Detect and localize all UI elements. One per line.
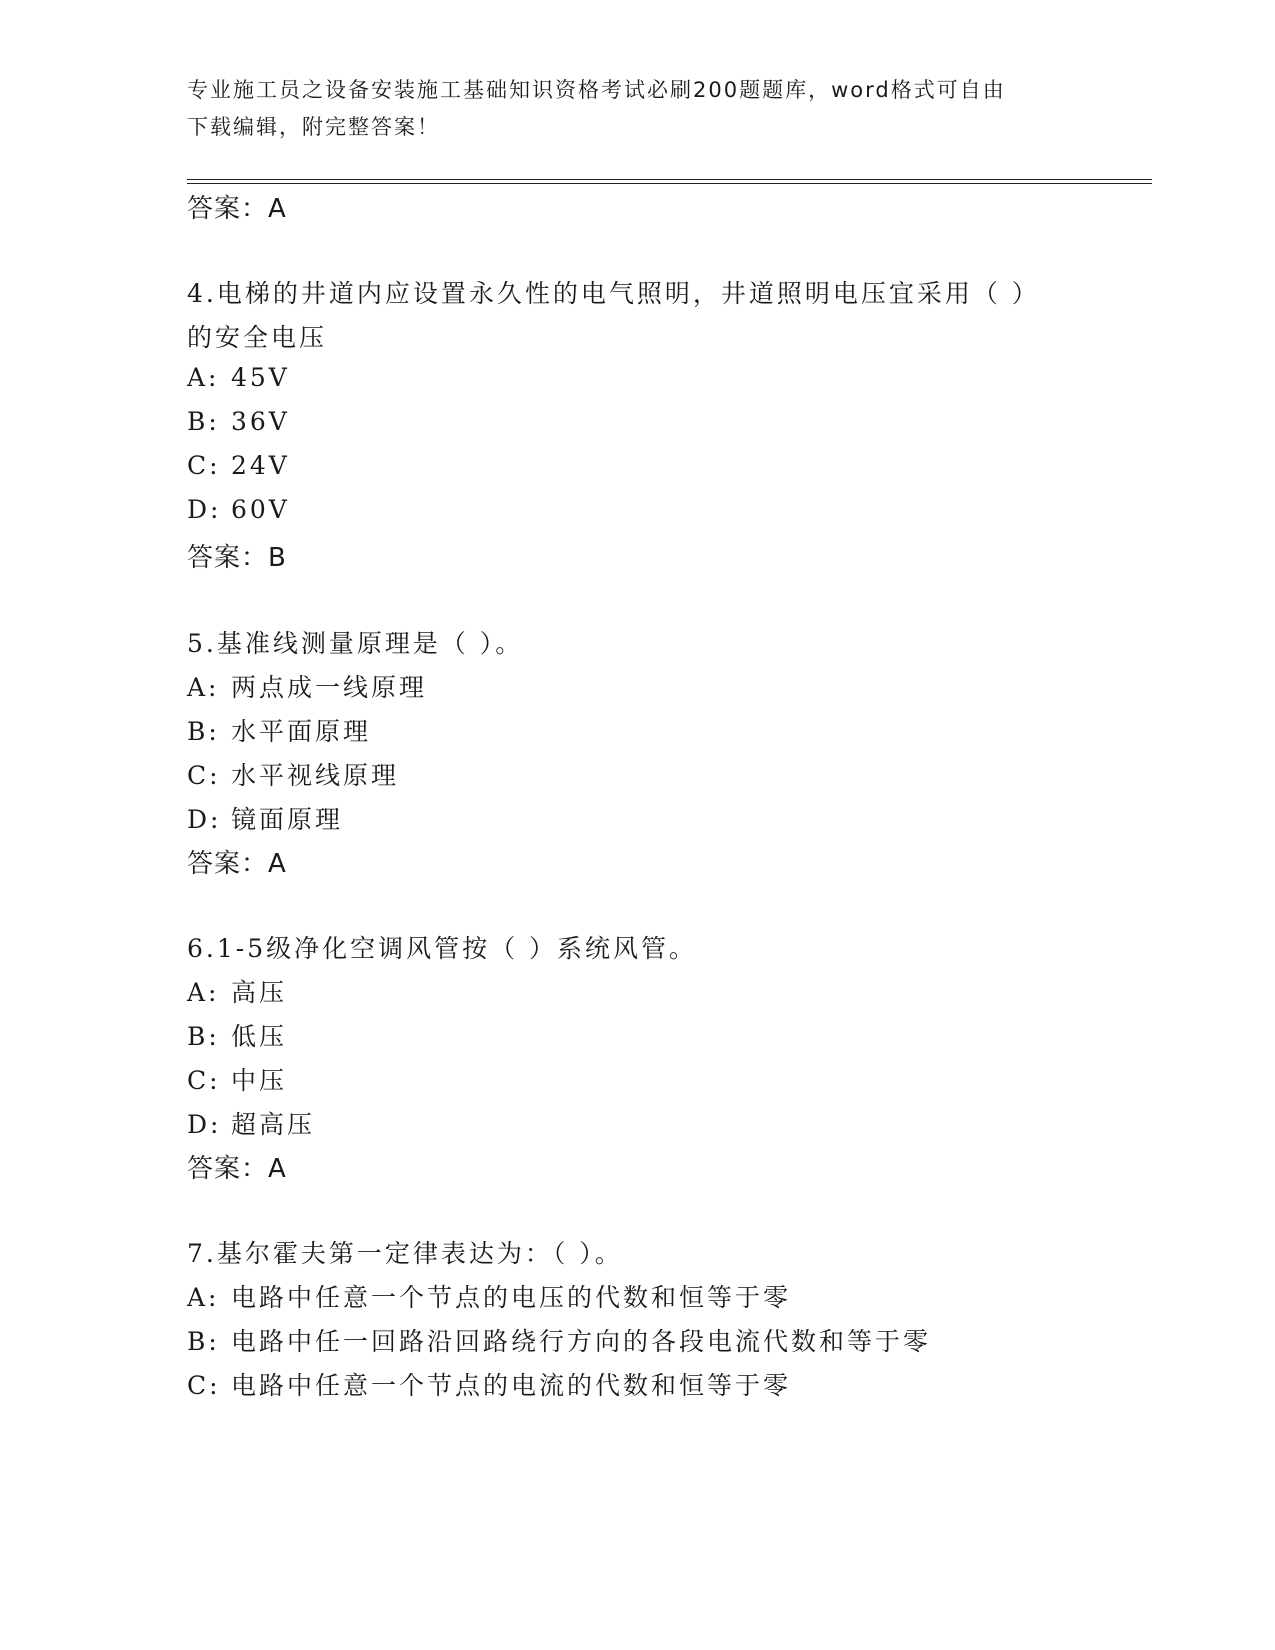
question-4-stem-line-1: 4.电梯的井道内应设置永久性的电气照明，井道照明电压宜采用（ ） (187, 279, 1040, 308)
option-text: 水平视线原理 (231, 761, 400, 790)
option-key: D: (187, 805, 222, 834)
option-text: 45V (231, 363, 290, 392)
header-line-1: 专业施工员之设备安装施工基础知识资格考试必刷200题题库，word格式可自由 (187, 78, 1006, 102)
option-key: A: (187, 363, 220, 392)
option-key: A: (187, 673, 220, 702)
question-5-option-c (187, 756, 399, 792)
option-text: 24V (231, 451, 290, 480)
question-4-option-d (187, 495, 290, 524)
answer-q5: 答案：A (187, 849, 287, 879)
option-text: 电路中任意一个节点的电压的代数和恒等于零 (231, 1283, 792, 1312)
option-key: B: (187, 1022, 220, 1051)
option-text: 60V (231, 495, 290, 524)
option-text: 36V (231, 407, 290, 436)
question-4-option-c (187, 451, 290, 480)
question-5-option-d (187, 800, 343, 836)
question-5-option-a (187, 668, 427, 704)
question-6-option-c (187, 1061, 287, 1097)
question-4-option-a (187, 363, 290, 392)
option-text: 超高压 (231, 1110, 316, 1139)
option-text: 两点成一线原理 (231, 673, 428, 702)
header-divider-top (187, 179, 1152, 180)
question-6-stem: 6.1-5级净化空调风管按（ ）系统风管。 (187, 934, 698, 963)
header-line-2: 下载编辑，附完整答案！ (187, 115, 440, 139)
question-7-option-b (187, 1322, 931, 1358)
option-key: B: (187, 407, 220, 436)
answer-q4: 答案：B (187, 543, 287, 573)
option-text: 高压 (231, 978, 288, 1007)
option-text: 中压 (231, 1066, 288, 1095)
answer-q3: 答案：A (187, 194, 287, 224)
option-key: C: (187, 1066, 221, 1095)
option-key: B: (187, 717, 220, 746)
question-4-stem-line-2: 的安全电压 (187, 323, 328, 352)
question-4-option-b (187, 407, 290, 436)
document-header (187, 72, 1067, 146)
question-7-stem: 7.基尔霍夫第一定律表达为：（ ）。 (187, 1239, 623, 1268)
option-text: 电路中任意一个节点的电流的代数和恒等于零 (231, 1371, 792, 1400)
option-key: C: (187, 451, 221, 480)
question-7-option-c (187, 1366, 791, 1402)
option-text: 电路中任一回路沿回路绕行方向的各段电流代数和等于零 (231, 1327, 932, 1356)
option-key: A: (187, 978, 220, 1007)
option-key: A: (187, 1283, 220, 1312)
question-5-option-b (187, 712, 371, 748)
option-text: 低压 (231, 1022, 288, 1051)
option-key: D: (187, 1110, 222, 1139)
question-6-option-b (187, 1017, 287, 1053)
answer-q6: 答案：A (187, 1154, 287, 1184)
option-key: C: (187, 1371, 221, 1400)
option-text: 镜面原理 (231, 805, 344, 834)
question-6-option-a (187, 973, 287, 1009)
option-key: B: (187, 1327, 220, 1356)
option-key: D: (187, 495, 222, 524)
question-5-stem: 5.基准线测量原理是（ ）。 (187, 629, 524, 658)
question-6-option-d (187, 1105, 315, 1141)
option-key: C: (187, 761, 221, 790)
header-divider-bottom (187, 183, 1152, 184)
question-7-option-a (187, 1278, 791, 1314)
option-text: 水平面原理 (231, 717, 372, 746)
